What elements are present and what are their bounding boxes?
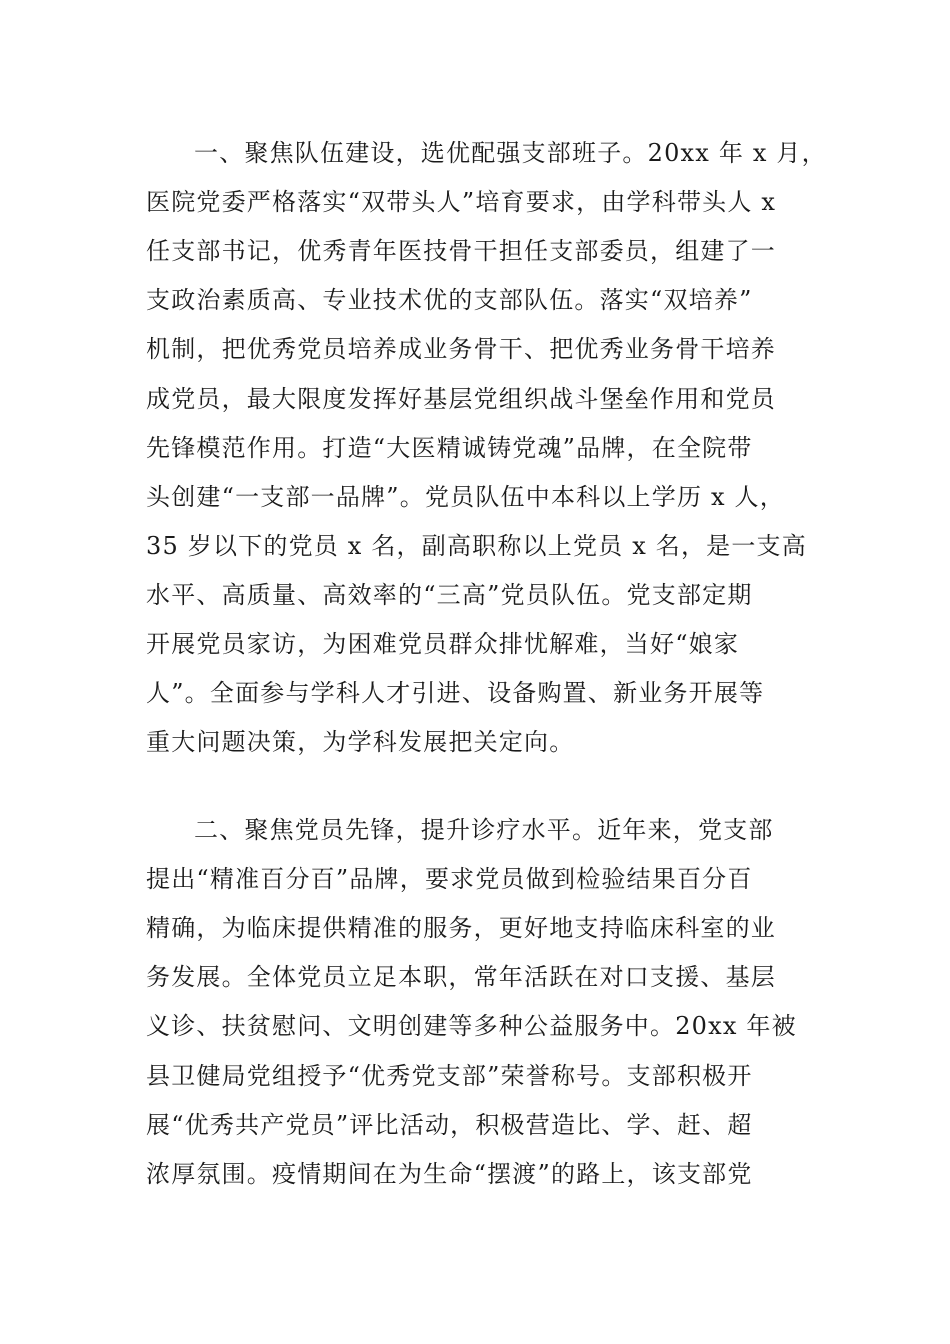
paragraph-line: 人”。全面参与学科人才引进、设备购置、新业务开展等 bbox=[146, 679, 765, 707]
paragraph-line: 务发展。全体党员立足本职，常年活跃在对口支援、基层 bbox=[146, 963, 776, 991]
paragraph-line: 义诊、扶贫慰问、文明创建等多种公益服务中。20xx 年被 bbox=[146, 1012, 797, 1040]
paragraph-line: 二、聚焦党员先锋，提升诊疗水平。近年来，党支部 bbox=[194, 816, 774, 844]
paragraph-line: 提出“精准百分百”品牌，要求党员做到检验结果百分百 bbox=[146, 865, 753, 893]
paragraph-line: 一、聚焦队伍建设，选优配强支部班子。20xx 年 x 月， bbox=[194, 139, 827, 167]
paragraph-line: 头创建“一支部一品牌”。党员队伍中本科以上学历 x 人， bbox=[146, 483, 785, 511]
paragraph-line: 展“优秀共产党员”评比活动，积极营造比、学、赶、超 bbox=[146, 1111, 753, 1139]
paragraph-line: 医院党委严格落实“双带头人”培育要求，由学科带头人 x bbox=[146, 188, 777, 216]
paragraph-line: 浓厚氛围。疫情期间在为生命“摆渡”的路上，该支部党 bbox=[146, 1160, 753, 1188]
paragraph-line: 开展党员家访，为困难党员群众排忧解难，当好“娘家 bbox=[146, 630, 740, 658]
paragraph-line: 精确，为临床提供精准的服务，更好地支持临床科室的业 bbox=[146, 914, 776, 942]
paragraph-line: 35 岁以下的党员 x 名，副高职称以上党员 x 名，是一支高 bbox=[146, 532, 807, 560]
paragraph-line: 机制，把优秀党员培养成业务骨干、把优秀业务骨干培养 bbox=[146, 335, 776, 363]
paragraph-line: 县卫健局党组授予“优秀党支部”荣誉称号。支部积极开 bbox=[146, 1062, 753, 1090]
paragraph-line: 任支部书记，优秀青年医技骨干担任支部委员，组建了一 bbox=[146, 237, 776, 265]
paragraph-line: 先锋模范作用。打造“大医精诚铸党魂”品牌，在全院带 bbox=[146, 434, 753, 462]
paragraph-line: 支政治素质高、专业技术优的支部队伍。落实“双培养” bbox=[146, 286, 753, 314]
paragraph-line: 成党员，最大限度发挥好基层党组织战斗堡垒作用和党员 bbox=[146, 385, 776, 413]
paragraph-line: 重大问题决策，为学科发展把关定向。 bbox=[146, 728, 575, 756]
paragraph-line: 水平、高质量、高效率的“三高”党员队伍。党支部定期 bbox=[146, 581, 753, 609]
